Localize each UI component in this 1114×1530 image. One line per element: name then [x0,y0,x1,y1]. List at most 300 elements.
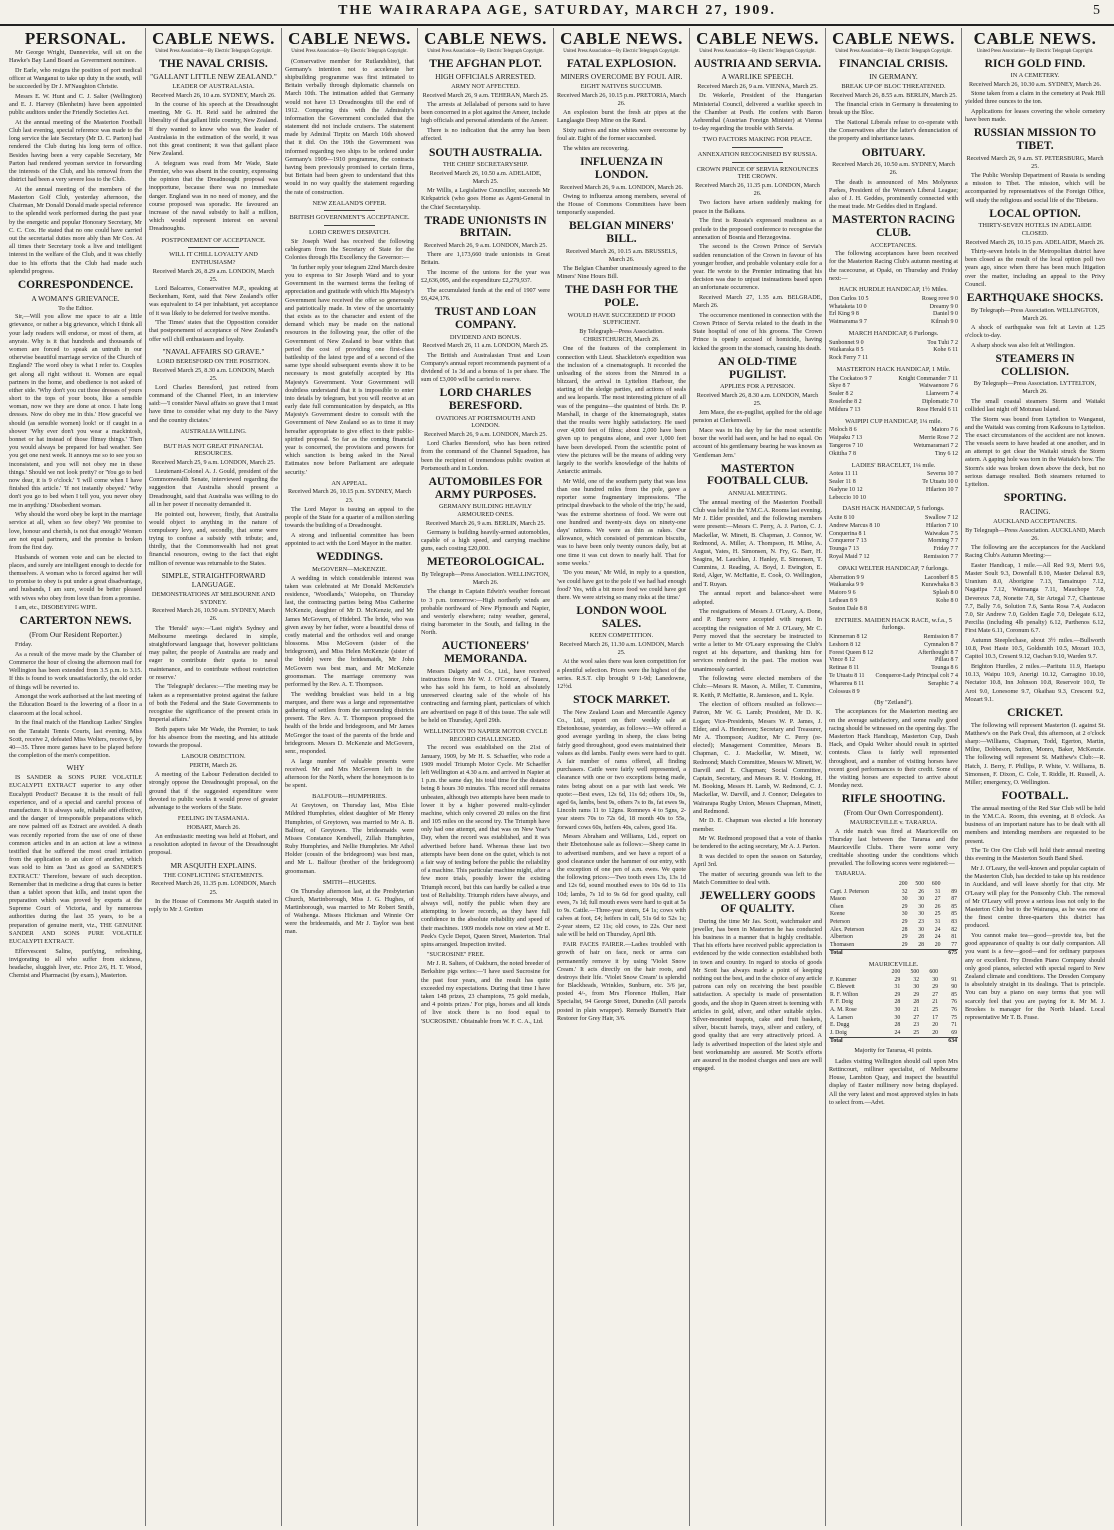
paragraph: Ladies visiting Wellington should call upon Mrs Rettincourt, milliner specialist, of Melbourne House, Lambton Quay, and inspect the beautiful display of Easter millinery now being displayed. All the very latest and most approved styles in hats to select from.—Advt. [829,1057,958,1106]
paragraph: Effervescent Saline, purifying, refreshing, invigorating to all who suffer from sickness, headache, sluggish liver, etc. Price 2/6, H. T. Wood, Chemist and Pharmacist (by exam.), Masterton. [9,947,142,980]
article-deck: GERMANY BUILDING HEAVILY ARMOURED ONES. [438,503,533,518]
article [149,347,278,425]
shooter-name: Mason [830,896,846,903]
score-cell: 29 [901,903,908,910]
dateline: By Telegraph—Press Association. AUCKLAND, March 26. [965,526,1105,542]
score-row [829,896,958,904]
score-cell: 24 [934,926,941,933]
article-headline: WEDDINGS. [316,551,383,564]
paragraph: At the wool sales there was keen competition for a plentiful selection. Prices were the highest of the series. R.S.T. clip brought 9 1-9d; Lanedowne, 12½d. [557,658,686,691]
horse-entry: Okitiha 7 8 [829,450,856,457]
article [965,127,1105,204]
acceptance-row [829,340,958,348]
column-4 [418,28,554,1526]
shooter-name: Thomasen [830,941,855,948]
article [149,443,278,568]
shooter-name: A. Larsen [830,1014,853,1021]
paragraph: Mr D. E. Chapman was elected a life honorary member. [693,817,822,833]
article-deck: DEMONSTRATIONS AT MELBOURNE AND SYDNEY. [151,590,276,606]
column-5 [554,28,690,1526]
paragraph: The Belgian Chamber unanimously agreed to the Miners' Nine Hours Bill. [557,264,686,281]
article [829,286,958,327]
article-headline: FINANCIAL CRISIS. [839,57,948,70]
score-header-cell [829,881,892,889]
score-cell: 30 [901,911,908,918]
dateline: Received March 25, 9 a.m. LONDON, March 25. [151,458,276,466]
shooter-name: Alex. Peterson [830,926,865,933]
score-cell: 23 [913,1022,920,1029]
score-cell: 31 [894,984,901,991]
article-deck: THE CHIEF SECRETARYSHIP. [442,161,529,169]
score-row [829,977,958,985]
acceptance-row [829,538,958,546]
score-cell: 87 [951,896,957,903]
column-credit: United Press Association—By Electric Telegraph Copyright. [563,48,680,54]
horse-entry: Colossus 8 9 [829,688,860,695]
article [557,284,686,602]
acceptance-row [829,479,958,487]
article-headline: THE DASH FOR THE POLE. [564,284,679,309]
score-cell: 76 [951,999,957,1006]
article-subheadline: A WARLIKE SPEECH. [721,72,794,82]
paragraph: Husbands of women vote and can be elected to places, and surely are intelligent enough to decide for themselves. A woman who is forced against her will to promise to obey is put under a great disadvantage, and husbands, I am sure, would be better pleased with wives who obey from love than from a promise. [9,553,142,602]
dateline: Received March 26, 9 a.m. TEHERAN, March 25. [422,91,549,99]
column-2 [146,28,282,1526]
score-table [829,881,958,957]
score-cell: 29 [932,984,939,991]
horse-entry: Hilarion 7 10 [926,522,958,529]
dateline: Received March 26, 10.50 a.m. ADELAIDE, March 25. [429,169,542,186]
article [829,366,958,415]
article-deck: APPLIES FOR A PENSION. [720,383,795,391]
score-row [829,919,958,927]
horse-entry: Seaton Dale 8 8 [829,605,868,612]
paragraph: 'In further reply your telegram 22nd March desire you to express to Sir Joseph Ward and to your Government in the warmest terms the feeling of appreciation and gratitude with which His Majesty's Government have received the offer so generously and patriotically made. In view of the uncertainty that exists as to the character and extent of the demand which may be made on the national resources in the following year, the offer of the Government of New Zealand to bear within that period the cost of providing one first-class battleship of the latest type and of a second of the same type should subsequent events show it to be necessary is most gratefully accepted by His Majesty's Government. Your Government will doubtless understand that it is impossible to enter into details by telegram, but you will receive at an early date full communication by despatch, as His Majesty's Government desire to consult with the Government of New Zealand so as to time it may hereafter appropriate to give effect to their public-spirited proposal. So far as the coming financial year is concerned, the provisions and powers for which sanction is being asked in the Naval Estimates now before Parliament are adequate security.' [285,263,414,476]
horse-entry: Royal Maid 7 12 [829,554,870,561]
paragraph: The 'Telegraph' declares:—'The meeting may be taken as a representative protest against the failure of both the Federal and the State Governments to recognise the significance of the present crisis in Imperial affairs.' [149,683,278,724]
article-subheadline: MR ASQUITH EXPLAINS. [170,860,257,870]
acceptance-row [829,665,958,673]
paragraph: FAIR FACES FAIRER.—Ladies troubled with growth of hair on face, neck or arms can permanently remove it by using 'Violet Snow Cream.' It acts directly on the hair roots, and destroys their life. 'Violet Snow Cream' is splendid for Blackheads, Wrinkles, Sunburn, etc. 3/6 jar, posted 4/-, from Mrs Florence Hullen, Hair Specialist, 94 George Street, Dunedin (All parcels posted in plain wrapper). Remedy Burnett's Hair Restorer for Grey Hair, 3/6. [557,941,686,1022]
score-row [829,927,958,935]
dateline: Received March 26, 8.29 a.m. LONDON, March 25. [152,267,275,283]
score-cell: 21 [913,1006,920,1013]
horse-entry: Axite 8 10 [829,515,855,522]
article-headline: AUTOMOBILES FOR ARMY PURPOSES. [428,475,543,501]
race-acceptances [829,340,958,363]
horse-entry: Pillau 8 7 [934,657,958,664]
paragraph: One of the features of the complement in connection with Lieut. Shackleton's expedition was the inclusion of a cinematograph. It recorded the unloading of the stores from the Nimrod in a blizzard, the arrival in Lyttelton Harbour, the starting of the sledge parties, and actions of seals and sea leopards. The most interesting picture of all was of the penguins—the quaintest of birds. Dr. P. Marshall, in charge of the kinematograph, states that the results were highly satisfactory. He used over 4,000 feet of films; about 2,000 have been given up to penguins alone, and over 1,000 feet have been developed. From the scientific point of view the pictures will be the means of adding very largely to the world's knowledge of the habits of Antarctic animals. [557,345,686,476]
score-cell: 30 [918,896,925,903]
score-row [829,1022,958,1030]
score-cell: 20 [932,1029,939,1036]
paragraph: There are 1,173,660 trade unionists in Great Britain. [421,251,550,267]
score-header-cell [829,969,882,977]
race-acceptances [829,376,958,415]
horse-entry: Remission 7 7 [923,554,958,561]
score-cell: 31 [934,888,941,895]
score-cell: 24 [934,934,941,941]
horse-entry: Aberration 9 9 [829,574,864,581]
paragraph: The Storm was bound from Lyttelton to Wanganui, and the Waitaki was coming from Kaikoura to Lyttelton. The exact circumstances of the accident are not known. The vessels seem to have headed at one another, and in an attempt to get clear the Waitaki struck the Storm astern. A gaping hole was torn in the Waitaki's bow. The Storm's side was broken down above the deck, but no serious damage resulted. Both steamers returned to Lyttelton. [965,415,1105,489]
horse-entry: Kilrush 9 0 [931,319,958,326]
score-header-cell [941,881,958,889]
total-label: Total [829,1038,882,1046]
horse-entry: Morning 7 7 [928,538,958,545]
score-cell: 26 [934,903,941,910]
score-cell: 83 [951,918,957,925]
article-headline: CRICKET. [1007,706,1063,719]
score-header-cell: 500 [910,969,920,976]
paragraph: Easter Handicap, 1 mile.—All Red 9.9, Merri 9.6, Master Soult 9.3, Downfall 8.10, Master Delaval 8.9, Uranium 8.0, Aborigine 7.13, Tamainupo 7.12, Nagatipa 7.12, Waimanga 7.11, Mauchope 7.8, Devereux 7.8, Nonette 7.8, Sir Artegal 7.7, Chanteuse 7.7, Bally 7.6, Solution 7.6, Santa Rosa 7.4, Audacon 7.0, Sir Andrew 7.0, Golden Eagle 7.0, Delegate 6.12, Percilia (including 4lb penalty) 6.12, Parthenos 6.12, First Mate 6.11, Coronum 6.7. [965,561,1105,635]
horse-entry: Mildura 7 13 [829,406,861,413]
article-deck: LORD CREWE'S DESPATCH. [309,229,390,237]
acceptance-row [829,554,958,562]
horse-entry: Splash 8 0 [932,590,958,597]
dateline: Received March 26, 10.15 a.m. BRUSSELS, March 26. [565,247,678,263]
score-row [829,934,958,942]
acceptance-row [829,642,958,650]
article [9,615,142,760]
article [421,728,550,1026]
horse-entry: Te Utuatu 10 0 [922,479,958,486]
article-headline: AN OLD-TIME PUGILIST. [718,355,797,381]
article-subheadline: HIGH OFFICIALS ARRESTED. [435,72,536,82]
race-acceptances [829,575,958,614]
horse-entry: Erl King 9 8 [829,311,859,318]
horse-entry: Wharerea 8 11 [829,680,865,687]
article [693,463,822,888]
article [421,58,550,144]
acceptance-row [829,582,958,590]
horse-entry: Leshorn 8 12 [829,641,861,648]
paragraph: The Public Worship Department of Russia is sending a mission to Tibet. The mission, which will be accompanied by representatives of the Foreign Office, will study the religious and social life of the Tibetans. [965,172,1105,204]
score-cell: 32 [901,888,908,895]
dateline: (By "Zetland"). [874,699,913,707]
article [829,793,958,878]
dateline: Received March 26, 11 a.m. LONDON, March 25. [422,342,549,350]
paragraph: Mr Willis, a Legislative Councillor, succeeds Mr Kirkpatrick (who goes Home as Agent-General in the Chief Secretaryship. [421,187,550,211]
horse-entry: Sunbonnet 9 0 [829,339,864,346]
paragraph: Both papers take Mr Wade, the Premier, to task for his absence from the meeting, and his attitude towards the proposal. [149,725,278,750]
acceptance-row [829,383,958,391]
article [829,1058,958,1107]
score-header-cell: 200 [898,881,908,888]
paragraph: A wedding in which considerable interest was taken was celebrated at Mr Donald McKenzie's residence, 'Woodlands,' Waiopehu, on Thursday last, the contracting parties being Miss Catherine McKenzie, daughter of Mr D. McKenzie, and Mr James McGovern, of Hidebrd. The bride, who was given away by her father, wore a beautiful dress of costly material and the orthodox veil and orange blossoms. Miss McGovern (sister of the bridegroom), and Miss Helen McKenzie (sister of the bride) were the bridesmaids, Mr John McGovern was best man, and Mr McKenzie groomsman. The marriage ceremony was performed by the Rev. A. T. Thompson. [285,574,414,689]
article [285,229,414,477]
article [965,492,1105,704]
paragraph: The accumulated funds at the end of 1907 were £6,424,176. [421,287,550,303]
article-subheadline: SIMPLE, STRAIGHTFORWARD LANGUAGE. [161,570,266,589]
article [965,353,1105,489]
dateline: Received March 26, 9 a.m. ST. PETERSBURG, March 25. [966,154,1104,170]
dateline: Received March 25, 8.30 a.m. LONDON, March 25. [152,366,275,382]
score-row [829,942,958,950]
paragraph: The financial crisis in Germany is threatening to break up the Bloc. [829,101,958,117]
shooter-name: Peterson [830,918,850,925]
score-cell: 28 [918,934,925,941]
dateline: HOBART, March 26. [186,823,241,831]
paragraph: IS SANDER & SONS PURE VOLATILE EUCALYPTI EXTRACT superior to any other Eucalypti Product? Because it is the result of full experience, and of a special and careful process of manufacture. It is always safe, reliable and effective, and the danger of irresponsible preparations which are now palmed off as Extract are avoided. A death was recently reported from the use of one of these common articles and in an action at law a witness testified that he suffered the most cruel irritation from the application to an ulcer of another, which was sold to him as 'Just as good as SANDER'S EXTRACT.' Therefore, beware of such deception. Remember that in medicine a drug that cures is better than a tablet spoon that kills, and insist upon the preparation which was proved by experts at the Supreme Court of Victoria, and by numerous authorities during the last 35 years, to be a preparation of genuine merit, viz., THE GENUINE SANDER AND SONS PURE VOLATILE EUCALYPTI EXTRACT. [9,774,142,945]
article [557,220,686,281]
score-cell: 25 [932,1006,939,1013]
horse-entry: Rock Ferry 7 11 [829,355,868,362]
score-cell: 29 [913,991,920,998]
article [9,763,142,980]
paragraph: 'Do you mean,' Mr Wild, in reply to a question, 'we could have got to the pole if we had had enough food? Yes, with a bit more food we could have got there. We were striving so many risks at the time.' [557,569,686,601]
score-cell: 27 [934,896,941,903]
score-header-row [829,881,958,889]
article [149,571,278,751]
article-deck: LADIES' BRACELET, 1¼ mile. [851,461,936,469]
paragraph: A shock of earthquake was felt at Levin at 1.25 o'clock to-day. [965,323,1105,340]
score-total-row [829,1038,958,1046]
dateline: Received March 26, 11.35 p.m. LONDON, March 25. [151,880,276,896]
paragraph: In the final match of the Handicap Ladies' Singles on the Taratahi Tennis Courts, last evening, Miss Scott, receive 2, defeated Miss Wolters, receive 6, by 40—35. Three more games have to be played before the completion of the men's competition. [9,719,142,760]
acceptance-row [829,575,958,583]
article [149,58,278,234]
article-headline: RUSSIAN MISSION TO TIBET. [973,127,1097,152]
masthead [0,0,1114,26]
article-subheadline: WHY [66,763,85,773]
article-deck: WAIPIPI CUP HANDICAP, 1¼ mile. [845,417,942,425]
score-cell: 29 [901,941,908,948]
article-deck: POSTPONEMENT OF ACCEPTANCE. [161,236,266,244]
paragraph: A sharp shock was also felt at Wellington. [971,341,1075,349]
article [285,793,414,875]
column-credit: United Press Association—By Electric Telegraph Copyright. [427,48,544,54]
column-heading: CABLE NEWS. [288,29,411,48]
score-cell: 30 [913,984,920,991]
dateline: Received March 26, 9 a.m. LONDON, March 26. [559,183,684,191]
article-headline: FATAL EXPLOSION. [566,57,677,70]
score-cell: 28 [894,1022,901,1029]
dateline: By Telegraph—Press Association. CHRISTCHURCH, March 26. [579,327,664,344]
score-row [829,1030,958,1038]
dateline: Received March 26, 9 a.m. LONDON, March 25. [423,242,548,250]
paragraph: Mr J. O'Leary, the well-known and popular captain of the Masterton Club, has decided to take up his residence in Auckland, and will leave shortly for that city. Mr O'Leary will play for the Ponsonby Club. The removal of Mr O'Leary will prove a serious loss not only to the Masterton Club but to the Wairarapa, as he was one of the finest centre three-quarters this district has produced. [965,865,1105,930]
article [829,462,958,503]
score-cell: 25 [913,1029,920,1036]
acceptance-row [829,355,958,363]
column-8 [962,28,1108,1526]
horse-entry: Andrew Marcus 8 10 [829,522,880,529]
dateline: PERTH, March 26. [189,762,238,770]
article [693,356,822,460]
paragraph: (Conservative member for Rutlandshire), that Germany's intention not to accelerate her shipbuilding programme was first intimated to Britain verbally through diplomatic channels on March 10th. The intimation added that Germany would not have 13 Dreadnoughts till the end of 1912. Comparing this with the Admiralty's information the Government concluded that the statement did not include cruisers. The statement made by Admiral Tirpitz on March 16th showed that it did. On the 19th the Government was informed regarding two ships to be ordered under Germany's 1909—1910 programme, the contracts having been previously promised to certain firms, but Britain had been given to understand that this would in no way qualify the statement regarding the rate of construction. [285,57,414,196]
acceptance-row [829,311,958,319]
article-deck: McGOVERN—McKENZIE. [312,565,387,573]
paragraph: The Te Ore Ore Club will hold their annual meeting this evening in the Masterton South Band Shed. [965,847,1105,863]
dateline: Received March 26, 8.30 a.m. LONDON, March 25. [696,391,819,408]
column-heading: CABLE NEWS. [973,29,1097,48]
article-headline: METEOROLOGICAL. [426,556,545,569]
article-headline: BELGIAN MINERS' BILL. [568,220,675,245]
page-number: 5 [1093,3,1100,18]
column-3 [282,28,418,1526]
article-headline: JEWELLERY GOODS OF QUALITY. [699,890,816,916]
article [693,58,822,134]
divider-rule [732,162,784,163]
horse-entry: Kinmerran 8 12 [829,633,867,640]
article-deck: AN APPEAL. [331,479,368,487]
article-headline: SOUTH AUSTRALIA. [428,146,543,159]
acceptance-row [829,531,958,539]
score-row [829,984,958,992]
paragraph: TARARUA. [835,870,866,878]
article-deck: BALFOUR—HUMPHRIES. [312,793,387,801]
horse-entry: Wetumaramari 7 2 [913,442,958,449]
score-header-cell: 500 [915,881,925,888]
score-cell [920,1038,939,1046]
acceptance-row [829,407,958,415]
score-cell [882,1038,901,1046]
article [149,861,278,914]
article [693,890,822,1073]
article [829,881,958,957]
acceptance-row [829,376,958,384]
article-deck: MASTERTON HACK HANDICAP, 1 Mile. [836,365,951,373]
paragraph: The following will represent Masterton (I. against St. Matthew's on the Park Oval, this afternoon, at 2 o'clock sharp:—Williams, Chapman, Todd, Egerton, Martin, Milne, Dobbeson, Sutton, Monro, Baker, McKenzie. The following will represent St. Matthew's Club:—R. Hatch, J. Berry, F. Phillips, P. White, V. Williams, B. Simonsen, F. Dixon, C. Cole, T. Riddle, H. Russell, A. Miller; emergency, O. Wellington. [965,721,1105,786]
article [829,418,958,459]
score-cell: 29 [894,991,901,998]
horse-entry: Waiwaenore 7 6 [919,383,958,390]
score-cell: 29 [901,934,908,941]
acceptance-row [829,606,958,614]
acceptance-row [829,319,958,327]
column-heading: CABLE NEWS. [560,29,683,48]
paragraph: Friday. [15,641,33,649]
paragraph: The arrests at Jellalabad of persons said to have been concerned in a plot against the Ameer, include high officials and personal attendants of the Ameer. [421,101,550,125]
dateline: Received March 26, 11.35 p.m. LONDON, March 26. [695,182,820,198]
article-deck: LORD BERESFORD ON THE POSITION. [157,357,270,365]
score-cell: 30 [901,896,908,903]
horse-entry: Seraphic 7 4 [928,680,958,687]
shooter-name: Capt. J. Peterson [830,888,869,895]
paragraph: Why should the word obey be kept in the marriage service at all, when so few obey? We promise to love, honour and cherish, is not that enough? Women are not equal partners, and the promise is broken from the first day. [9,511,142,551]
horse-entry: Rose Herald 6 11 [916,406,958,413]
horse-entry: Conqueror 7 13 [829,538,867,545]
horse-entry: Sealer 8 2 [829,391,853,398]
article-deck: WILL IT CHILL LOYALTY AND ENTHUSIASM? [169,251,258,266]
article-deck: MAURICEVILLE v. TARARUA. [849,819,938,826]
paragraph: There is no indication that the army has been affected. [421,127,550,143]
paragraph: An explosion burst the fresh air pipes at the Langlaagte Deep Mine on the Rand. [557,109,686,125]
column-7 [826,28,962,1526]
article-deck: DASH HACK HANDICAP, 5 furlongs. [842,505,945,513]
article [421,215,550,304]
article-deck: EIGHT NATIVES SUCCUMB. [580,83,663,91]
score-header-cell: 600 [931,881,941,888]
article-deck: TWO FACTORS MAKING FOR PEACE. [702,136,813,144]
article [965,208,1105,289]
horse-entry: Roselethe 8 2 [829,399,862,406]
acceptance-row [829,515,958,523]
article [829,147,958,212]
race-acceptances [829,515,958,562]
article [421,556,550,637]
score-cell: 71 [951,1022,957,1029]
paragraph: The whites are recovering. [563,145,629,153]
horse-entry: Tounga 7 13 [829,546,859,553]
article [421,147,550,212]
article-deck: THIRTY-SEVEN HOTELS IN ADELAIDE CLOSED. [978,222,1092,238]
paragraph: Mr Wild, one of the southern party that was less than one hundred miles from the pole, gave a reporter some fragmentary impressions. 'The principal drawback to the whole of the trip,' he said, 'was the extreme shortness of food. We were out one hundred and twenty-six days on ninety-one days' rations. We were as thin as rakes. Our allowance, which consisted of pemmican biscuits, was to have been only twenty ounces daily, but at one time it was cut down to nearly half. That for some weeks.' [557,477,686,567]
article [693,166,822,353]
dateline: Received March 26, 10.50 a.m. SYDNEY, March 26. [152,607,275,623]
horse-entry: Sealer 11 8 [829,479,856,486]
horse-entry: Whataketa 10 0 [829,303,867,310]
article-subheadline: (From Our Own Correspondent). [843,808,944,817]
paragraph: You cannot make tea—good—provide tea, but the good appearance of quality is our daily companion. All you want is a few—good—and for ordinary purposes any or excellent. Fry Dresden Piano Company should only good pianos, selected with special regard to New Zealand climate and conditions. The Dresden Company is absolutely straight in its dealings. That is principle. You can buy a piano on easy terms that you will scarcely feel that you are paying for it. Mr M. J. Brookes is manager for the North Island. Local representative Mr T. B. Frase. [965,932,1105,1021]
score-cell: 25 [934,911,941,918]
column-credit: United Press Association—By Electric Telegraph Copyright. [699,48,816,54]
horse-entry: Llanwern 7 4 [926,391,958,398]
dateline: By Telegraph—Press Association. WELLINGTON, March 26. [970,306,1100,322]
acceptance-row [829,391,958,399]
horse-entry: Kohe 6 11 [933,347,958,354]
score-cell: 30 [894,1014,901,1021]
column-heading: PERSONAL. [24,29,127,48]
paragraph: Mace was in his day by far the most scientific boxer the world had seen, and he had no equal. On account of his gentlemany bearing he was known as 'Gentleman Jem.' [693,427,822,459]
article-headline: CARTERTON NEWS. [19,615,132,628]
shooter-name: F. F. Doig [830,999,853,1006]
article-deck: HACK HURDLE HANDICAP, 1½ Miles. [839,286,948,294]
race-acceptances [829,634,958,696]
score-row [829,889,958,897]
article-subheadline: MINERS OVERCOME BY FOUL AIR. [560,72,683,82]
score-cell: 28 [894,999,901,1006]
acceptance-row [829,347,958,355]
article-subheadline: IN GERMANY. [869,72,918,82]
article-deck: BRITISH GOVERNMENT'S ACCEPTANCE. [289,214,410,222]
score-cell: 28 [901,926,908,933]
score-row [829,999,958,1007]
horse-entry: Waiwakas 7 5 [924,530,958,537]
acceptance-row [829,451,958,459]
column-1 [6,28,146,1526]
paragraph: It was decided to open the season on Saturday, April 3rd. [693,853,822,869]
paragraph: The second is the Crown Prince of Servia's sudden renunciation of the Crown in favour of his younger brother, and probable voluntary exile for a year. He wrote to the Premier intimating that his decision was due to unjust insinuations based upon an unfortunate occurrence. [693,243,822,292]
acceptance-row [829,546,958,554]
article-deck: MARCH HANDICAP, 6 Furlongs. [848,329,939,337]
paragraph: Messrs E. W. Hunt and C. J. Salter (Wellington) and E. J. Harvey (Blenheim) have been appointed public auditors under the Friendly Societies Act. [9,92,142,117]
horse-entry: Maioro 9 6 [829,590,856,597]
acceptance-row [829,598,958,606]
horse-entry: Forest Queen 8 12 [829,649,874,656]
article [285,480,414,549]
acceptance-row [829,435,958,443]
acceptance-row [829,657,958,665]
score-cell: 85 [951,911,957,918]
paragraph: Lord Charles Beresford, who has been retired from the command of the Channel Squadron, has been the recipient of tremendous public ovation at Portsmouth and in London. [421,440,550,472]
shooter-name: Keene [830,911,845,918]
article-deck: ACCEPTANCES. [870,241,917,249]
article-headline: INFLUENZA IN LONDON. [580,156,663,181]
article-deck: NEW ZEALAND'S OFFER. [312,199,387,207]
paragraph: Mr George Wright, Dannevirke, will sit on the Hawke's Bay Land Board as Government nominee. [9,48,142,65]
paragraph: Messrs Abraham and Williams, Ltd., report on their Ebetonhouse sale as follows:—Sheep came in to advertised numbers, and we have a report of a good clearance under the hammer of our entry, with the exception of one pen of a.m. ewes. We quote the following prices:—Two tooth ewes 13s, 13s 1d and 12s 6d, sound mouthed ewes to 10s 6d to 11s 10d; lambs, 7s 1d to 9s 6d for good quality, cull ewes, 7s 1d; full mouth ewes were hard to quit at 5s to 9s. Cattle.—Three-year steers, £4 1s; cows with calves at foot, £4; heifers in calf, 51s 6d to 52s 1s; 2-year steers, £2 11s; old cows, to 22s. Our next sale will be held on Thursday, April 8th. [557,833,686,939]
score-cell [909,950,925,958]
acceptance-row [829,634,958,642]
column-credit: United Press Association—By Electric Telegraph Copyright. [835,48,952,54]
article [285,879,414,937]
article [829,58,958,144]
paragraph: "SUCROSINE" FREE. [427,950,485,958]
divider-rule [732,147,784,148]
score-header-cell: 200 [891,969,901,976]
paragraph: Brighton Hurdles, 2 miles.—Paritutu 11.9, Haetapu 10.13, Waipu 10.9, Anerigi 10.12, Carragino 10.10, Nectator 10.8, Inn Johnson 10.8, Reservoir 10.0, Te Aroi 9.0, Lonesome 9.7, Okaihau 9.3, Crescent 9.2, Mozart 9.1. [965,663,1105,703]
